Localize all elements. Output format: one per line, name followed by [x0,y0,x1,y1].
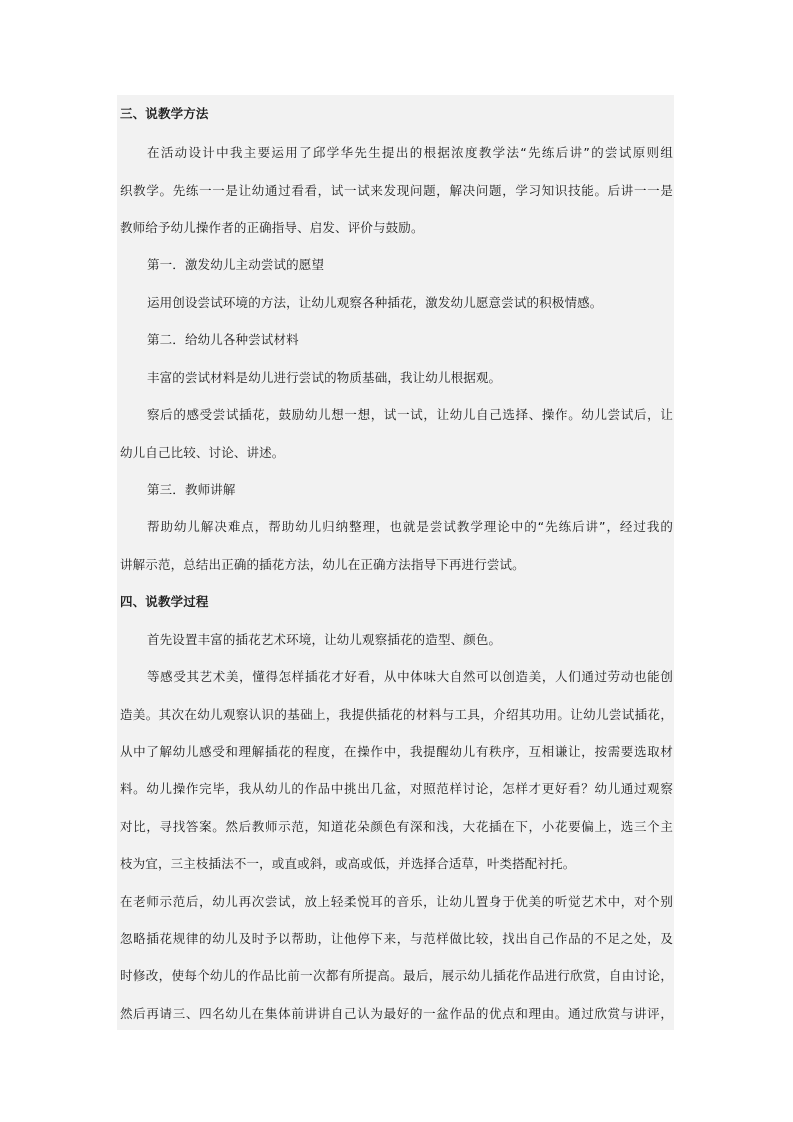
paragraph-line: 忽略插花规律的幼儿及时予以帮助，让他停下来，与范样做比较，找出自己作品的不足之处，及 [120,931,673,946]
step2-text: 丰富的尝试材料是幼儿进行尝试的物质基础，我让幼儿根据观。 [147,370,502,385]
paragraph-line: 首先设置丰富的插花艺术环境，让幼儿观察插花的造型、颜色。 [147,632,502,647]
paragraph-line: 料。幼儿操作完毕，我从幼儿的作品中挑出几盆，对照范样讨论，怎样才更好看？幼儿通过观察 [120,781,673,796]
paragraph-line: 在活动设计中我主要运用了邱学华先生提出的根据浓度教学法“先练后讲”的尝试原则组 [147,145,673,160]
paragraph-line: 时修改，使每个幼儿的作品比前一次都有所提高。最后，展示幼儿插花作品进行欣赏，自由讨论， [120,968,673,983]
step2-title: 第二．给幼儿各种尝试材料 [147,332,299,347]
paragraph-line: 造美。其次在幼儿观察认识的基础上，我提供插花的材料与工具，介绍其功用。让幼儿尝试插花， [120,707,673,722]
paragraph-line: 从中了解幼儿感受和理解插花的程度，在操作中，我提醒幼儿有秩序，互相谦让，按需要选取材 [120,744,673,759]
step1-title: 第一．激发幼儿主动尝试的愿望 [147,257,325,272]
paragraph-line: 织教学。先练一一是让幼通过看看，试一试来发现问题，解决问题，学习知识技能。后讲一一是 [120,183,673,198]
paragraph-line: 然后再请三、四名幼儿在集体前讲讲自己认为最好的一盆作品的优点和理由。通过欣赏与讲评， [120,1006,673,1021]
paragraph-line: 等感受其艺术美，懂得怎样插花才好看，从中体味大自然可以创造美，人们通过劳动也能创 [147,669,673,684]
paragraph-line: 对比，寻找答案。然后教师示范，知道花朵颜色有深和浅，大花插在下，小花要偏上，选三个主 [120,819,673,834]
section-heading-teaching-process: 四、说教学过程 [120,594,209,609]
paragraph-line: 察后的感受尝试插花，鼓励幼儿想一想，试一试，让幼儿自己选择、操作。幼儿尝试后，让 [147,407,673,422]
paragraph-line: 教师给予幼儿操作者的正确指导、启发、评价与鼓励。 [120,220,424,235]
paragraph-line: 幼儿自己比较、讨论、讲述。 [120,445,285,460]
paragraph-line: 帮助幼儿解决难点，帮助幼儿归纳整理，也就是尝试教学理论中的“先练后讲”，经过我的 [147,519,673,534]
section-heading-teaching-method: 三、说教学方法 [120,106,209,121]
paragraph-line: 枝为宜，三主枝插法不一，或直或斜，或高或低，并选择合适草，叶类搭配衬托。 [120,856,576,871]
step1-text: 运用创设尝试环境的方法，让幼儿观察各种插花，激发幼儿愿意尝试的积极情感。 [147,295,603,310]
paragraph-line: 讲解示范，总结出正确的插花方法，幼儿在正确方法指导下再进行尝试。 [120,557,525,572]
step3-title: 第三．教师讲解 [147,482,236,497]
paragraph-line: 在老师示范后，幼儿再次尝试，放上轻柔悦耳的音乐，让幼儿置身于优美的听觉艺术中，对个别 [120,894,673,909]
